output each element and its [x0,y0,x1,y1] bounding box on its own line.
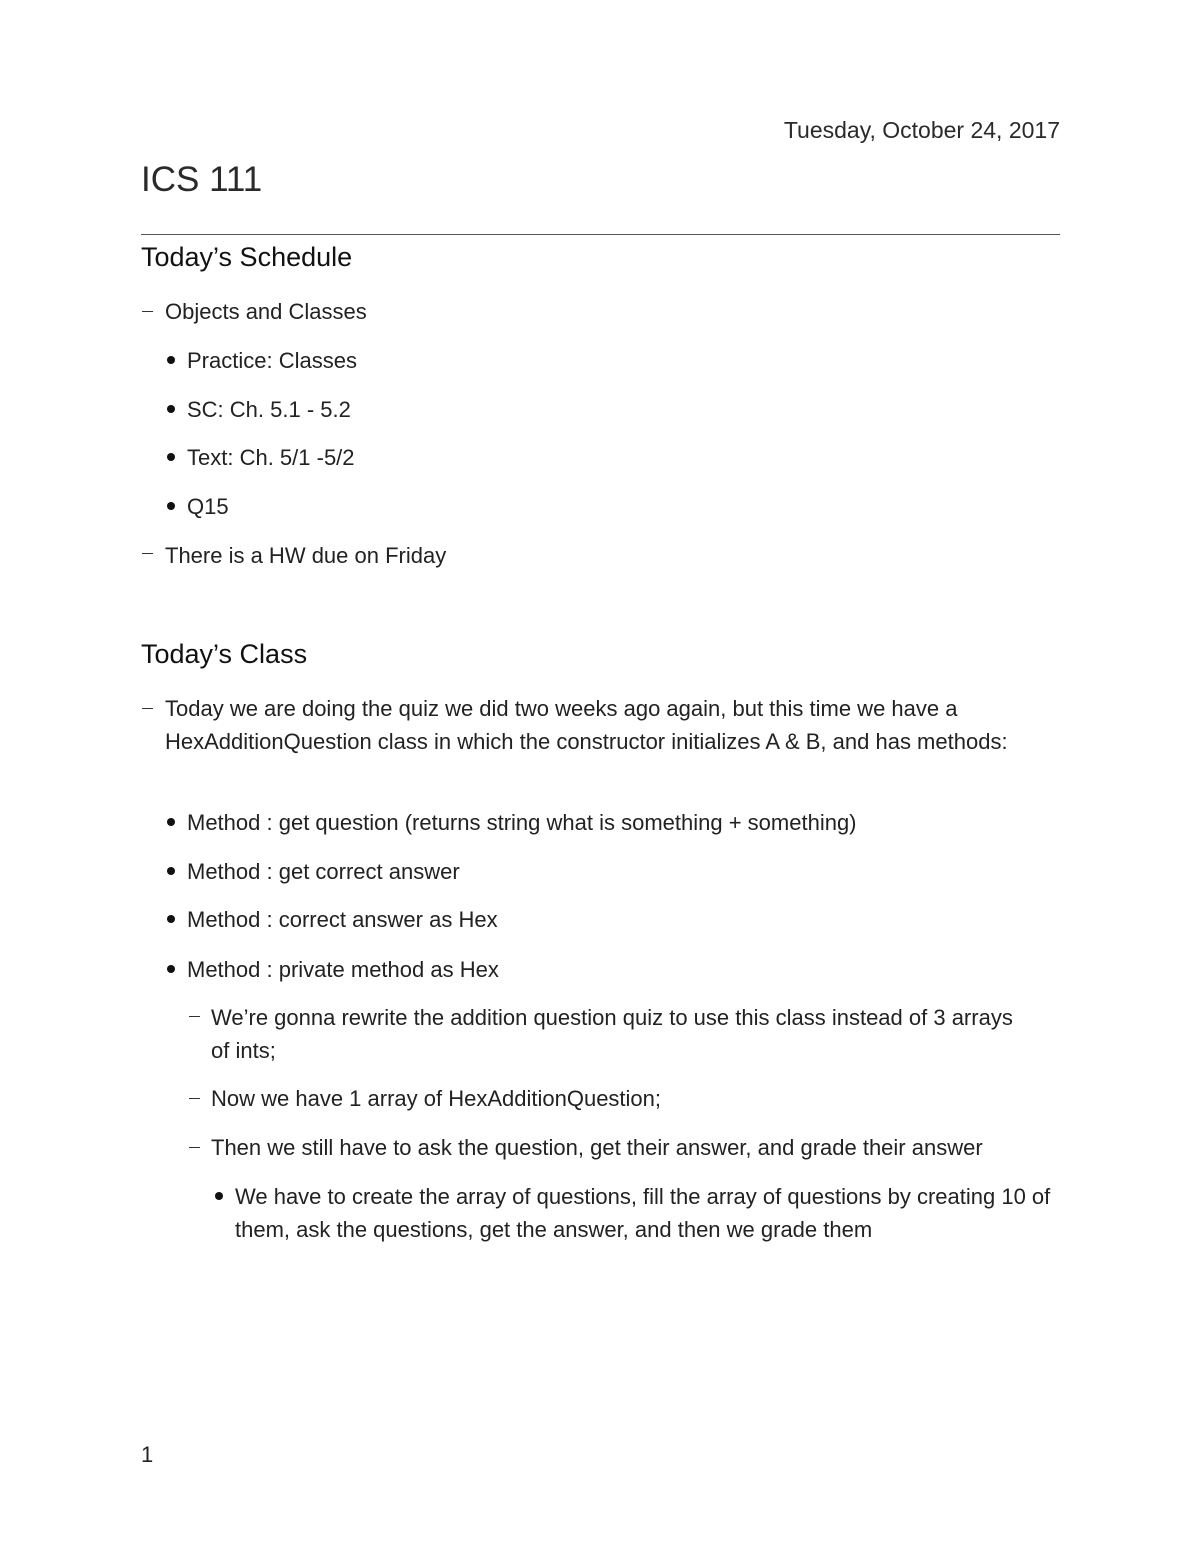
bullet-dot [167,453,175,461]
class-intro: Today we are doing the quiz we did two weeks ago again, but this time we have a HexAdditionQuestion class in which the constructor initializes A & B, and has methods: [165,696,1008,754]
detail-item: We have to create the array of questions, fill the array of questions by creating 10 of them, ask the questions, get the answer, and then we grade them [235,1184,1051,1242]
document-date: Tuesday, October 24, 2017 [783,117,1060,143]
title-divider [141,234,1060,235]
sub-item: Now we have 1 array of HexAdditionQuestion; [211,1086,662,1111]
sub-item: Then we still have to ask the question, get their answer, and grade their answer [211,1135,983,1160]
document-title: ICS 111 [141,160,263,199]
schedule-item: Objects and Classes [165,299,367,324]
dash-bullet [142,553,153,554]
method-item: Method : get question (returns string what is something + something) [187,810,857,835]
class-heading: Today’s Class [141,639,308,669]
sub-item: We’re gonna rewrite the addition question quiz to use this class instead of 3 arrays of ints; [211,1005,1013,1063]
schedule-subitem: Text: Ch. 5/1 -5/2 [187,445,355,470]
dash-bullet [189,1098,200,1099]
bullet-dot [167,405,175,413]
schedule-heading: Today’s Schedule [141,242,353,272]
bullet-dot [167,502,175,510]
schedule-item: There is a HW due on Friday [165,543,447,568]
dash-bullet [189,1147,200,1148]
page-number: 1 [141,1442,154,1467]
method-item: Method : get correct answer [187,859,460,884]
method-item: Method : correct answer as Hex [187,907,498,932]
dash-bullet [142,708,153,709]
bullet-dot [167,356,175,364]
method-item: Method : private method as Hex [187,957,499,982]
schedule-subitem: Q15 [187,494,229,519]
dash-bullet [189,1016,200,1017]
schedule-subitem: SC: Ch. 5.1 - 5.2 [187,397,351,422]
bullet-dot [167,965,175,973]
dash-bullet [142,311,153,312]
bullet-dot [167,915,175,923]
bullet-dot [215,1192,223,1200]
bullet-dot [167,867,175,875]
schedule-subitem: Practice: Classes [187,348,357,373]
bullet-dot [167,818,175,826]
